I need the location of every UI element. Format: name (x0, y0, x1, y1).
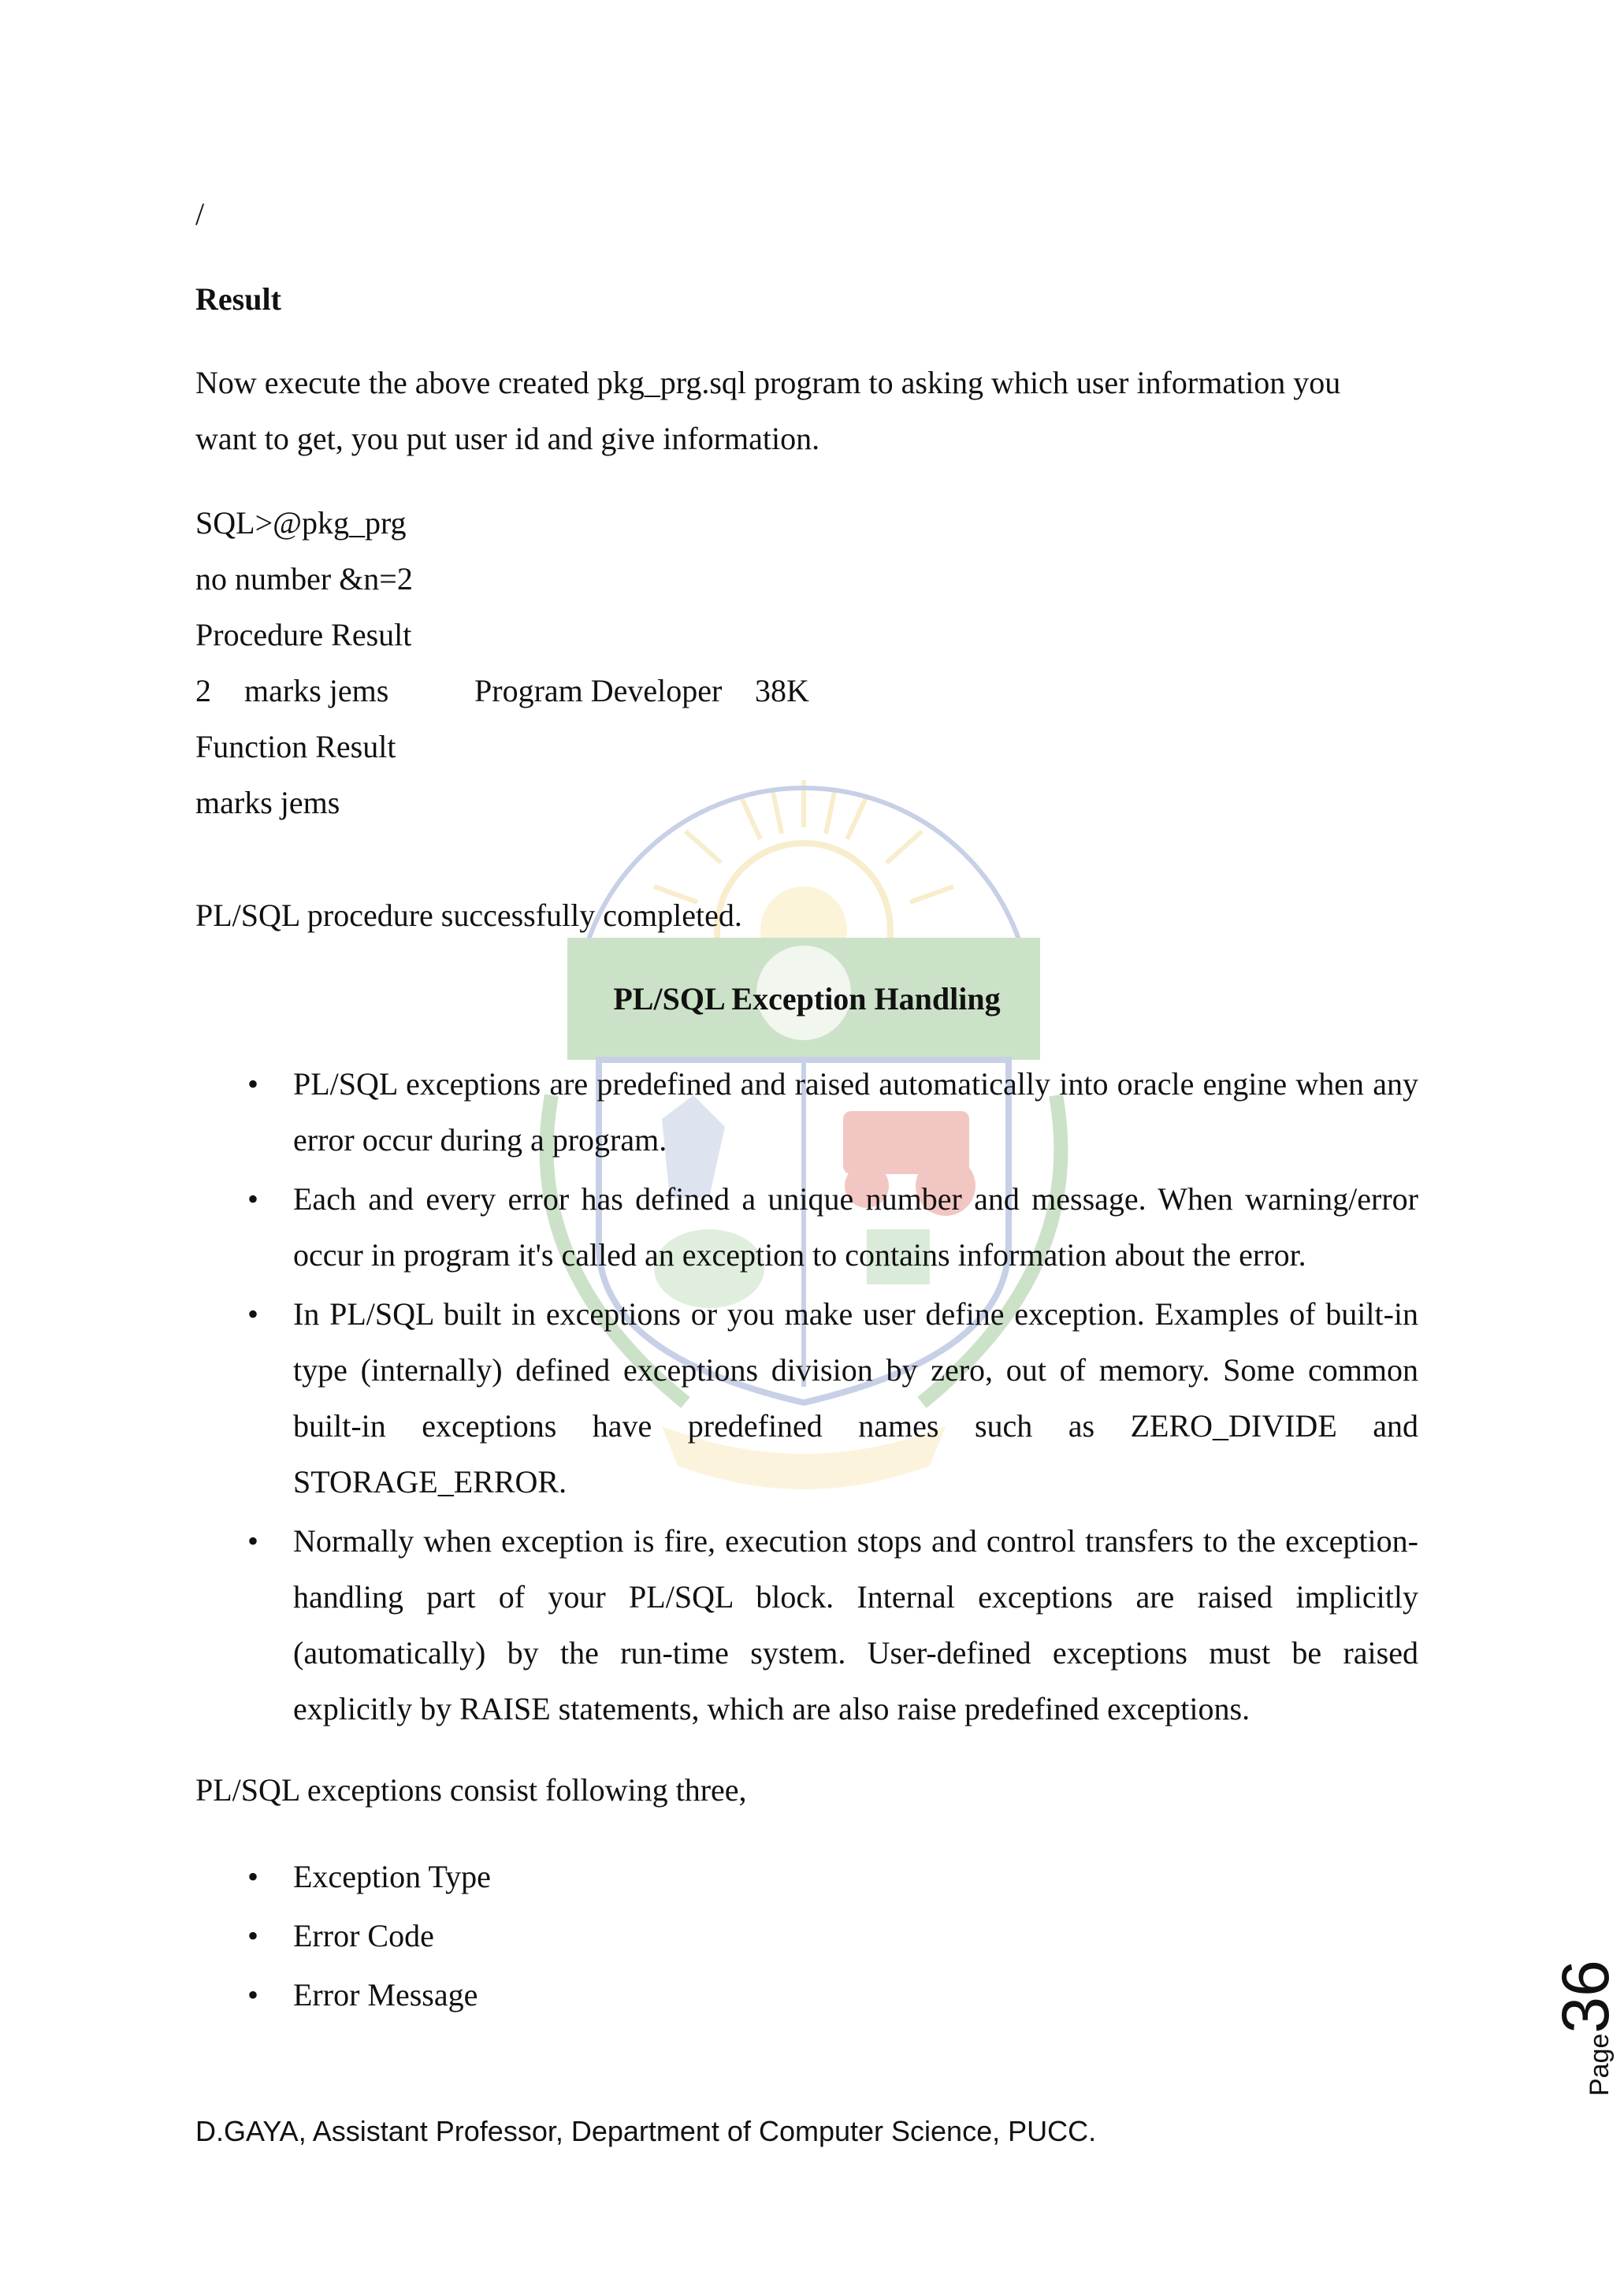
result-heading: Result (195, 281, 281, 317)
function-result-label: Function Result (195, 729, 396, 764)
result-id: 2 (195, 673, 211, 708)
bullet-dot-icon: • (247, 1859, 259, 1894)
consist-bullet-list (195, 1849, 1418, 2026)
bullet-dot-icon: • (247, 1977, 259, 2013)
bullet-dot-icon: • (247, 1523, 259, 1559)
page-footer: D.GAYA, Assistant Professor, Department of Computer Science, PUCC. (195, 2115, 1097, 2147)
top-slash: / (195, 196, 205, 232)
bullet-dot-icon: • (247, 1918, 259, 1953)
bullet-dot-icon: • (247, 1181, 259, 1217)
intro-paragraph-line-2: want to get, you put user id and give information. (195, 421, 820, 456)
list-item: • Exception Type (195, 1849, 1418, 1905)
consist-line: PL/SQL exceptions consist following three, (195, 1772, 747, 1808)
list-item: • Each and every error has defined a unique number and message. When warning/error occur in program it's called an exception to contains information about the error. (195, 1171, 1418, 1283)
bullet-dot-icon: • (247, 1296, 259, 1332)
console-command: SQL>@pkg_prg (195, 505, 407, 541)
intro-paragraph-line-1: Now execute the above created pkg_prg.sql program to asking which user information you (195, 365, 1341, 400)
list-item: • PL/SQL exceptions are predefined and raised automatically into oracle engine when any error occur during a program. (195, 1056, 1418, 1168)
bullet-dot-icon: • (247, 1066, 259, 1102)
completion-message: PL/SQL procedure successfully completed. (195, 898, 742, 933)
page-number-value: 36 (1548, 1960, 1622, 2034)
console-prompt: no number &n=2 (195, 561, 413, 597)
result-salary: 38K (755, 673, 809, 708)
result-role: Program Developer (474, 673, 723, 708)
exception-bullet-list (195, 1056, 1418, 1740)
result-name: marks jems (244, 673, 389, 708)
page-word: Page (1585, 2033, 1615, 2096)
function-result-value: marks jems (195, 785, 340, 820)
list-item: • Error Code (195, 1908, 1418, 1964)
page-number (1499, 1938, 1622, 2096)
list-item: • In PL/SQL built in exceptions or you make user define exception. Examples of built-in type (internally) defined exceptions division by zero, out of memory. Some common built-in exceptions have predefined names such as ZERO_DIVIDE and STORAGE_ERROR. (195, 1286, 1418, 1510)
procedure-result-row (195, 663, 809, 719)
list-item: • Error Message (195, 1967, 1418, 2023)
list-item: • Normally when exception is fire, execution stops and control transfers to the exception-handling part of your PL/SQL block. Internal exceptions are raised implicitly (automatically) by the run-time system. User-defined exceptions must be raised explicitly by RAISE statements, which are also raise predefined exceptions. (195, 1513, 1418, 1737)
section-heading: PL/SQL Exception Handling (613, 981, 1001, 1016)
procedure-result-label: Procedure Result (195, 617, 412, 652)
